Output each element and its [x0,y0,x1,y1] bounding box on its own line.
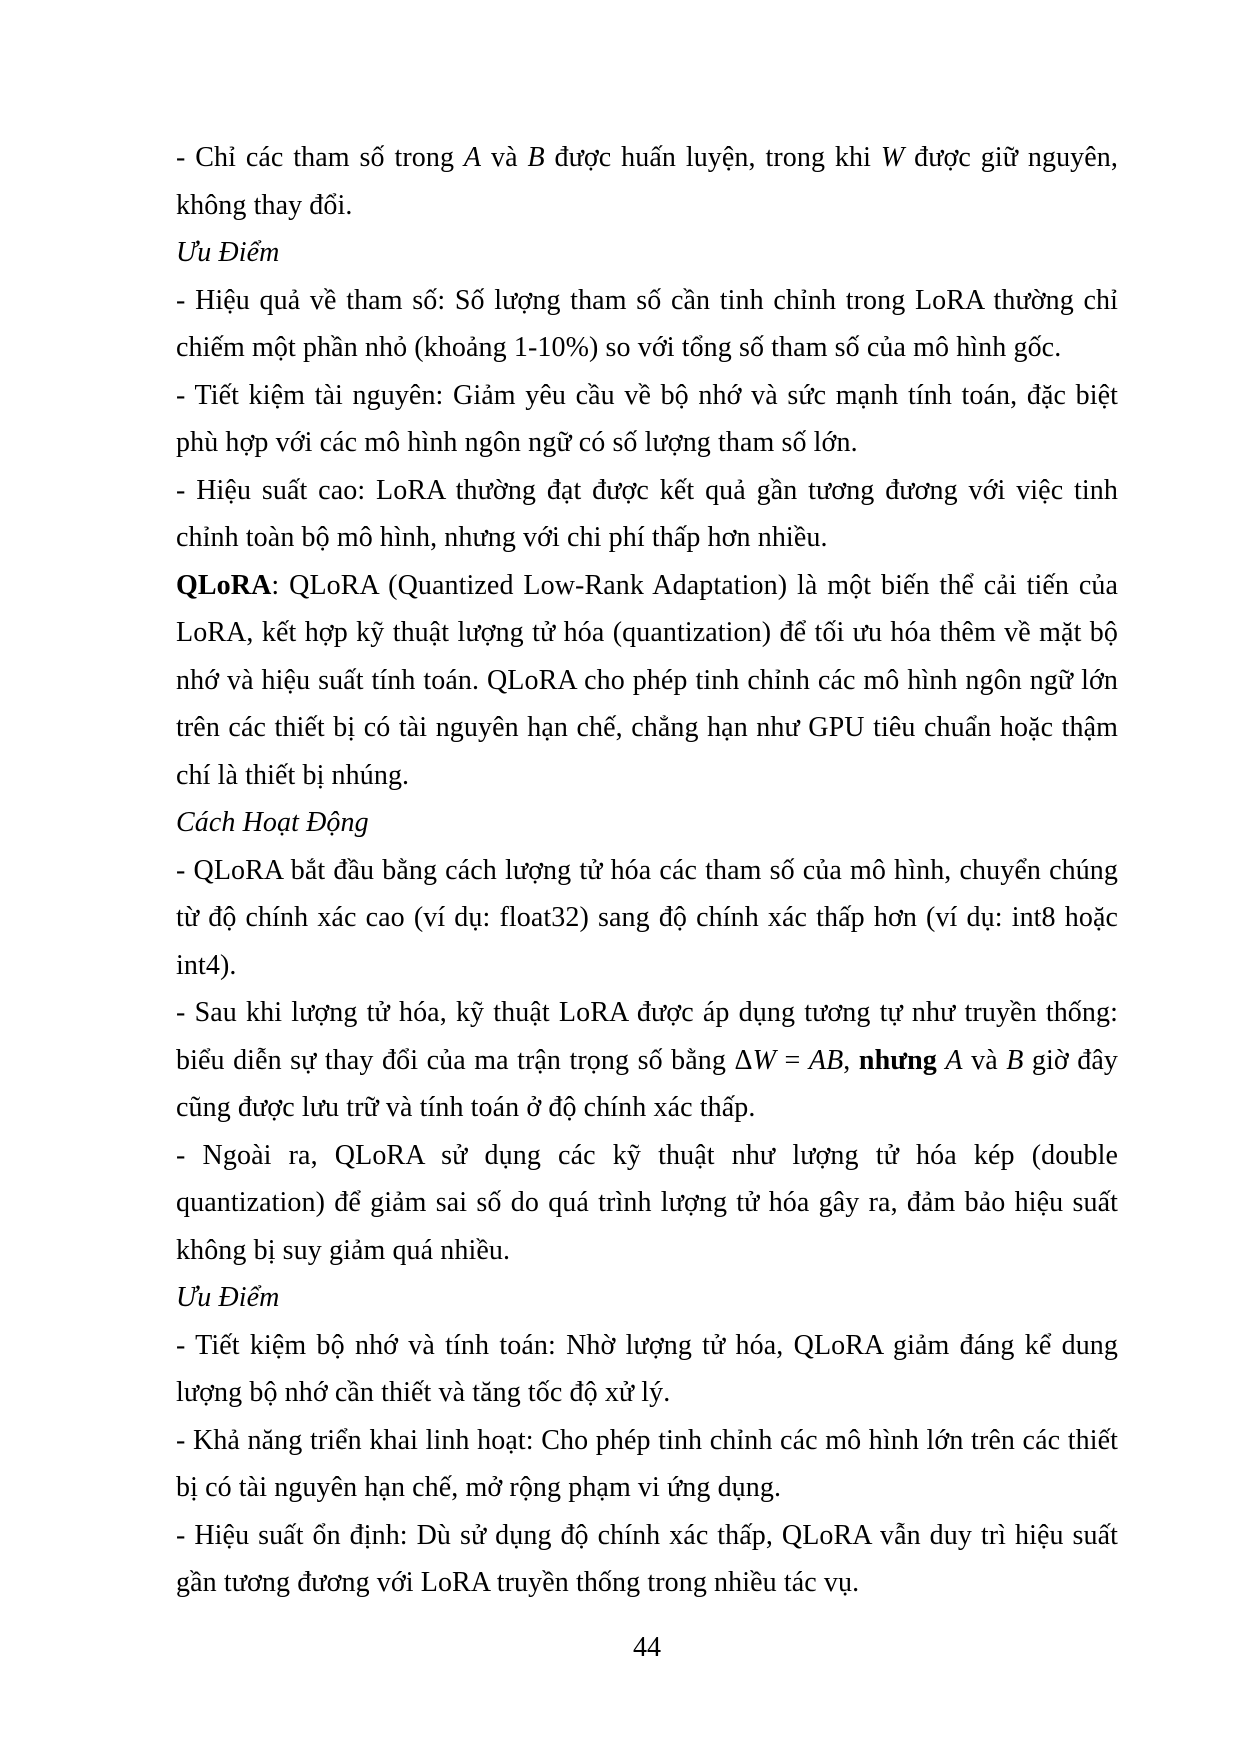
para-lora-trainable-params [176,134,1118,229]
text-run: W [752,1044,777,1076]
text-run: - Chỉ các tham số trong [176,142,464,173]
text-run: QLoRA [176,569,272,601]
text-run: = [776,1044,809,1076]
text-run: - Tiết kiệm tài nguyên: Giảm yêu cầu về bộ nhớ và sức mạnh tính toán, đặc biệt phù hợp với các mô hình ngôn ngữ có số lượng tham số lớn. [176,379,1118,458]
para-qlora-double-quantization [176,1132,1118,1275]
para-lora-high-performance [176,467,1118,562]
para-qlora-flexible-deployment [176,1417,1118,1512]
document-body [176,134,1118,1607]
text-run: giờ đây cũng được lưu trữ và tính toán ở độ chính xác thấp. [176,1044,1119,1123]
text-run: - Tiết kiệm bộ nhớ và tính toán: Nhờ lượng tử hóa, QLoRA giảm đáng kể dung lượng bộ nhớ cần thiết và tăng tốc độ xử lý. [176,1329,1118,1408]
text-run: - Hiệu suất ổn định: Dù sử dụng độ chính xác thấp, QLoRA vẫn duy trì hiệu suất gần tương đương với LoRA truyền thống trong nhiều tác vụ. [176,1519,1118,1598]
text-run: và [962,1044,1007,1076]
text-run: - Ngoài ra, QLoRA sử dụng các kỹ thuật như lượng tử hóa kép (double quantization) để giảm sai số do quá trình lượng tử hóa gây ra, đảm bảo hiệu suất không bị suy giảm quá nhiều. [176,1139,1118,1266]
page-number: 44 [633,1632,661,1663]
text-run: AB [808,1044,844,1076]
para-qlora-memory-saving [176,1322,1118,1417]
text-run: - Sau khi lượng tử hóa, kỹ thuật LoRA được áp dụng tương tự như truyền thống: biểu diễn sự thay đổi của ma trận trọng số bằng Δ [176,997,1118,1076]
para-lora-param-efficiency [176,277,1118,372]
text-run: được huấn luyện, trong khi [544,142,881,173]
text-run: - Khả năng triển khai linh hoạt: Cho phép tinh chỉnh các mô hình lớn trên các thiết bị có tài nguyên hạn chế, mở rộng phạm vi ứng dụng. [176,1424,1118,1503]
text-run: Ưu Điểm [176,1282,280,1313]
para-lora-resource-saving [176,372,1118,467]
text-run: Cách Hoạt Động [176,807,369,838]
text-run: , [843,1044,859,1076]
text-run: nhưng [858,1044,937,1076]
para-qlora-lora-step [176,989,1118,1132]
para-qlora-quantize-step [176,847,1118,990]
text-run: B [1006,1044,1024,1076]
text-run: A [463,142,482,173]
text-run: và [481,142,528,173]
para-qlora-stable-performance [176,1512,1118,1607]
heading-qlora-cach-hoat-dong [176,799,1118,847]
text-run: A [945,1044,963,1076]
text-run: W [880,142,905,173]
text-run: - Hiệu quả về tham số: Số lượng tham số cần tinh chỉnh trong LoRA thường chỉ chiếm một phần nhỏ (khoảng 1-10%) so với tổng số tham số của mô hình gốc. [176,284,1118,363]
text-run: - QLoRA bắt đầu bằng cách lượng tử hóa các tham số của mô hình, chuyển chúng từ độ chính xác cao (ví dụ: float32) sang độ chính xác thấp hơn (ví dụ: int8 hoặc int4). [176,854,1118,981]
heading-lora-uu-diem [176,229,1118,277]
para-qlora-intro [176,562,1118,800]
text-run: B [527,142,545,173]
text-run: Ưu Điểm [176,237,280,268]
text-run: : QLoRA (Quantized Low-Rank Adaptation) là một biến thể cải tiến của LoRA, kết hợp kỹ thuật lượng tử hóa (quantization) để tối ưu hóa thêm về mặt bộ nhớ và hiệu suất tính toán. QLoRA cho phép tinh chỉnh các mô hình ngôn ngữ lớn trên các thiết bị có tài nguyên hạn chế, chẳng hạn như GPU tiêu chuẩn hoặc thậm chí là thiết bị nhúng. [176,569,1118,791]
heading-qlora-uu-diem [176,1274,1118,1322]
text-run: - Hiệu suất cao: LoRA thường đạt được kết quả gần tương đương với việc tinh chỉnh toàn bộ mô hình, nhưng với chi phí thấp hơn nhiều. [176,474,1118,553]
text-run: được giữ nguyên, không thay đổi. [176,142,1118,221]
